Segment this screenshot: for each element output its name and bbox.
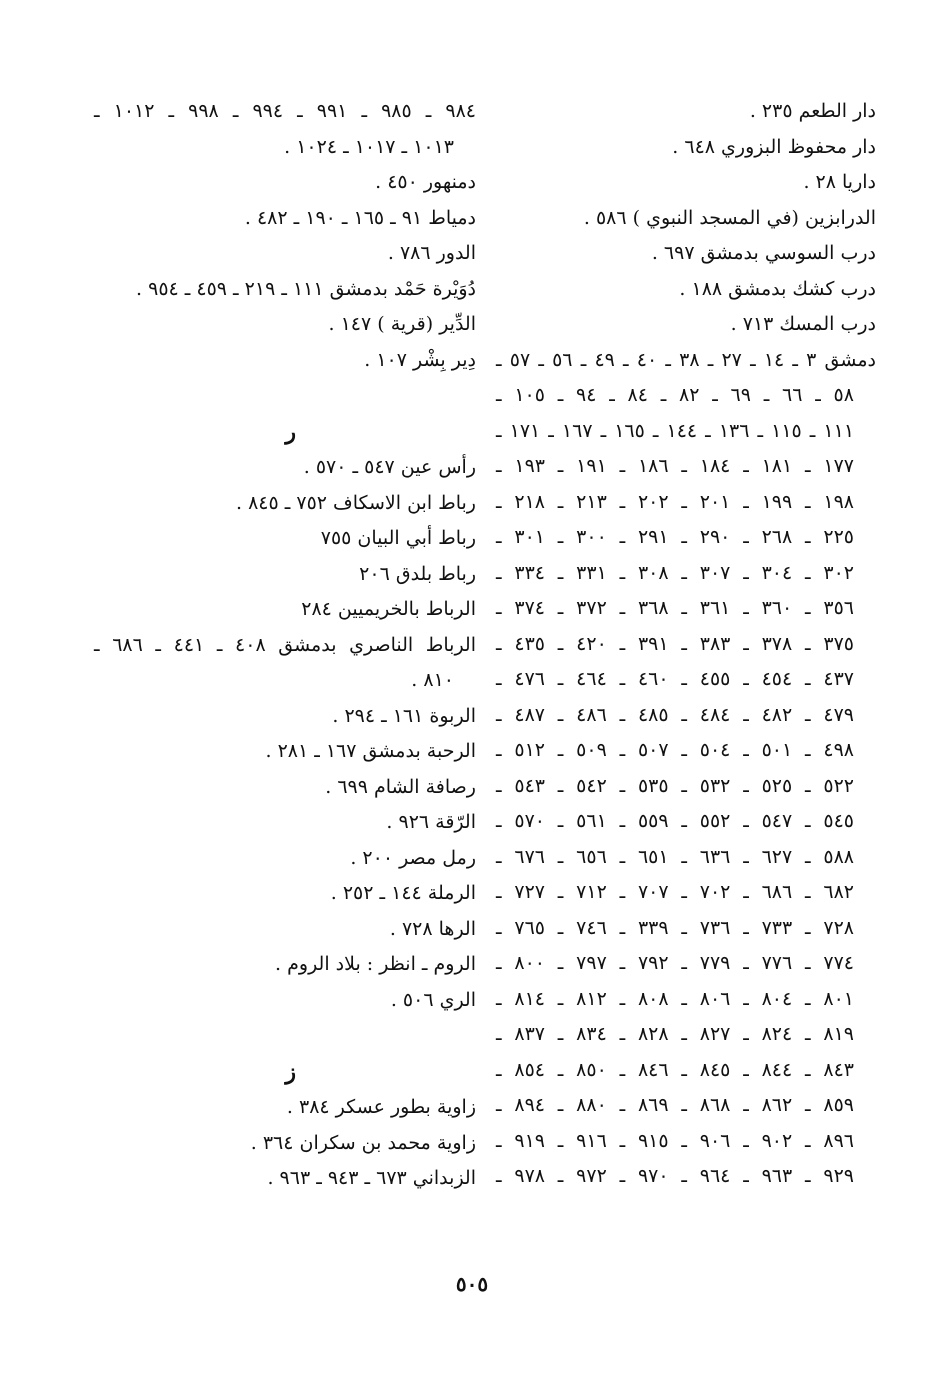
dimashq-page-line: ٤٣٧ ـ ٤٥٤ ـ ٤٥٥ ـ ٤٦٠ ـ ٤٦٤ ـ ٤٧٦ ـ [496, 668, 854, 690]
dimashq-page-line: ٥٤٥ ـ ٥٤٧ ـ ٥٥٢ ـ ٥٥٩ ـ ٥٦١ ـ ٥٧٠ ـ [496, 810, 854, 832]
dimashq-page-line: ٤٩٨ ـ ٥٠١ ـ ٥٠٤ ـ ٥٠٧ ـ ٥٠٩ ـ ٥١٢ ـ [496, 739, 854, 761]
index-entry: الرها ٧٢٨ . [389, 917, 476, 940]
dimashq-page-line: ٣٠٢ ـ ٣٠٤ ـ ٣٠٧ ـ ٣٠٨ ـ ٣٣١ ـ ٣٣٤ ـ [496, 561, 854, 584]
dimashq-page-line: ٥٨٨ ـ ٦٢٧ ـ ٦٣٦ ـ ٦٥١ ـ ٦٥٦ ـ ٦٧٦ ـ [496, 845, 854, 868]
index-entry: الروم ـ انظر : بلاد الروم . [275, 953, 476, 975]
index-entry: الرّقة ٩٢٦ . [386, 811, 476, 833]
index-entry: زاوية بطور عسكر ٣٨٤ . [286, 1096, 476, 1118]
dimashq-page-line: ٥٢٢ ـ ٥٢٥ ـ ٥٣٢ ـ ٥٣٥ ـ ٥٤٢ ـ ٥٤٣ ـ [496, 774, 854, 797]
index-entry: الدرابزين (في المسجد النبوي ) ٥٨٦ . [583, 206, 876, 229]
index-entry: الدِّير (قرية ) ١٤٧ . [328, 313, 476, 335]
section-heading-ra: ر [285, 419, 296, 445]
index-entry: دمنهور ٤٥٠ . [375, 171, 476, 193]
index-entry: دمياط ٩١ ـ ١٦٥ ـ ١٩٠ ـ ٤٨٢ . [244, 206, 476, 229]
section-heading-za: ز [285, 1059, 296, 1085]
dimashq-continuation-line: ٩٨٤ ـ ٩٨٥ ـ ٩٩١ ـ ٩٩٤ ـ ٩٩٨ ـ ١٠١٢ ـ [94, 100, 477, 122]
left-column [94, 94, 476, 1197]
dimashq-continuation-line: ١٠١٣ ـ ١٠١٧ ـ ١٠٢٤ . [284, 135, 454, 158]
dimashq-page-line: ٨٥٩ ـ ٨٦٢ ـ ٨٦٨ ـ ٨٦٩ ـ ٨٨٠ ـ ٨٩٤ ـ [496, 1094, 854, 1116]
dimashq-page-line: ٢٢٥ ـ ٢٦٨ ـ ٢٩٠ ـ ٢٩١ ـ ٣٠٠ ـ ٣٠١ ـ [496, 526, 854, 548]
index-entry: الري ٥٠٦ . [390, 988, 476, 1011]
dimashq-page-line: ٨٤٣ ـ ٨٤٤ ـ ٨٤٥ ـ ٨٤٦ ـ ٨٥٠ ـ ٨٥٤ ـ [496, 1058, 854, 1081]
index-entry: رباط بلدق ٢٠٦ [359, 562, 476, 585]
dimashq-page-line: ٨٩٦ ـ ٩٠٢ ـ ٩٠٦ ـ ٩١٥ ـ ٩١٦ ـ ٩١٩ ـ [496, 1129, 854, 1152]
index-entry: درب المسك ٧١٣ . [730, 313, 876, 335]
page-number: ٥٠٥ [455, 1272, 489, 1296]
index-entry: دِير بِشْر ١٠٧ . [364, 348, 476, 371]
index-entry: الربوة ١٦١ ـ ٢٩٤ . [332, 704, 476, 727]
dimashq-page-line: ٧٢٨ ـ ٧٣٣ ـ ٧٣٦ ـ ٣٣٩ ـ ٧٤٦ ـ ٧٦٥ ـ [496, 916, 854, 939]
dimashq-page-line: ٣٥٦ ـ ٣٦٠ ـ ٣٦١ ـ ٣٦٨ ـ ٣٧٢ ـ ٣٧٤ ـ [496, 597, 854, 619]
index-entry: الرباط الناصري بدمشق ٤٠٨ ـ ٤٤١ ـ ٦٨٦ ـ [94, 633, 476, 656]
section-gap [94, 378, 476, 414]
section-gap [94, 1018, 476, 1054]
dimashq-page-line: ٣٧٥ ـ ٣٧٨ ـ ٣٨٣ ـ ٣٩١ ـ ٤٢٠ ـ ٤٣٥ ـ [496, 632, 854, 655]
index-entry: الدور ٧٨٦ . [387, 242, 476, 264]
dimashq-page-line: ٧٧٤ ـ ٧٧٦ ـ ٧٧٩ ـ ٧٩٢ ـ ٧٩٧ ـ ٨٠٠ ـ [496, 952, 854, 974]
index-entry: رأس عين ٥٤٧ ـ ٥٧٠ . [303, 456, 476, 478]
index-entry: الزبداني ٦٧٣ ـ ٩٤٣ ـ ٩٦٣ . [267, 1167, 476, 1189]
index-entry: دار محفوظ البزوري ٦٤٨ . [672, 135, 876, 158]
index-entry-continuation: ٨١٠ . [411, 669, 454, 691]
index-entry: رصافة الشام ٦٩٩ . [325, 775, 476, 798]
dimashq-page-line: ٩٢٩ ـ ٩٦٣ ـ ٩٦٤ ـ ٩٧٠ ـ ٩٧٢ ـ ٩٧٨ ـ [496, 1165, 854, 1187]
index-entry: الرملة ١٤٤ ـ ٢٥٢ . [330, 882, 476, 904]
index-entry: الرحبة بدمشق ١٦٧ ـ ٢٨١ . [265, 740, 476, 762]
index-entry: درب كشك بدمشق ١٨٨ . [679, 277, 876, 300]
dimashq-page-line: ٦٨٢ ـ ٦٨٦ ـ ٧٠٢ ـ ٧٠٧ ـ ٧١٢ ـ ٧٢٧ ـ [496, 881, 854, 903]
index-entry: رباط ابن الاسكاف ٧٥٢ ـ ٨٤٥ . [236, 491, 476, 514]
dimashq-page-line: ٨٠١ ـ ٨٠٤ ـ ٨٠٦ ـ ٨٠٨ ـ ٨١٢ ـ ٨١٤ ـ [496, 987, 854, 1010]
index-entry: داريا ٢٨ . [803, 171, 876, 193]
dimashq-page-line: ١٧٧ ـ ١٨١ ـ ١٨٤ ـ ١٨٦ ـ ١٩١ ـ ١٩٣ ـ [496, 455, 854, 477]
dimashq-entry-first-line: دمشق ٣ ـ ١٤ ـ ٢٧ ـ ٣٨ ـ ٤٠ ـ ٤٩ ـ ٥٦ ـ ٥٧ ـ [496, 348, 876, 371]
index-entry: درب السوسي بدمشق ٦٩٧ . [651, 242, 876, 264]
index-entry: رمل مصر ٢٠٠ . [350, 846, 476, 869]
dimashq-page-line: ٥٨ ـ ٦٦ ـ ٦٩ ـ ٨٢ ـ ٨٤ ـ ٩٤ ـ ١٠٥ ـ [496, 384, 854, 406]
index-entry: زاوية محمد بن سكران ٣٦٤ . [250, 1131, 476, 1154]
dimashq-page-line: ١١١ ـ ١١٥ ـ ١٣٦ ـ ١٤٤ ـ ١٦٥ ـ ١٦٧ ـ ١٧١ ـ [496, 419, 855, 442]
dimashq-page-line: ٨١٩ ـ ٨٢٤ ـ ٨٢٧ ـ ٨٢٨ ـ ٨٣٤ ـ ٨٣٧ ـ [496, 1023, 854, 1045]
index-entry: رباط أبي البيان ٧٥٥ [320, 527, 476, 549]
dimashq-page-list [496, 378, 876, 1195]
dimashq-page-line: ١٩٨ ـ ١٩٩ ـ ٢٠١ ـ ٢٠٢ ـ ٢١٣ ـ ٢١٨ ـ [496, 490, 854, 513]
index-entry: دُوَيْرة حَمْد بدمشق ١١١ ـ ٢١٩ ـ ٤٥٩ ـ ٩٥٤ . [136, 277, 476, 300]
right-column [496, 94, 876, 1195]
dimashq-page-line: ٤٧٩ ـ ٤٨٢ ـ ٤٨٤ ـ ٤٨٥ ـ ٤٨٦ ـ ٤٨٧ ـ [496, 703, 854, 726]
index-entry: الرباط بالخريميين ٢٨٤ [301, 598, 476, 620]
index-entry: دار الطعم ٢٣٥ . [749, 100, 876, 122]
